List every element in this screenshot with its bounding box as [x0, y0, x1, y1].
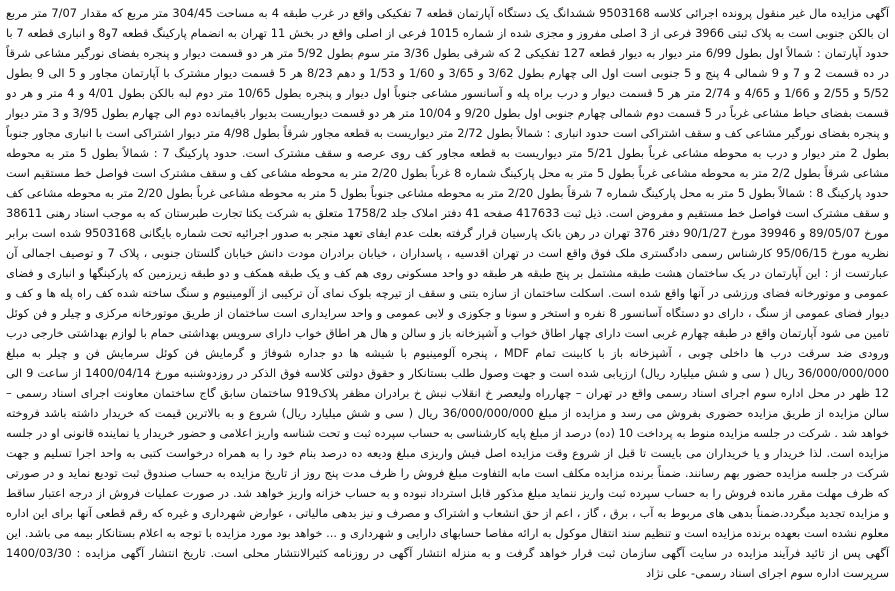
notice-body-text: آگهی مزایده مال غیر منقول پرونده اجرائی کلاسه 9503168 ششدانگ یک دستگاه آپارتمان قطعه 7 تفکیکی واقع در غرب طبقه 4 به مساحت 304/45 متر مربع که مقدار 7/07 متر مربع ان بالکن جنوبی است به پلاک ثبتی 3966 فرعی از 3 اصلی مفروز و مجزی شده از شماره 1015 فرعی از اصلی واقع در بخش 11 تهران به انضمام پارکینگ قطعه 7و8 و انباری قطعه 7 با حدود آپارتمان : شمالاً اول بطول 6/99 متر دیوار به دیوار قطعه 127 تفکیکی 2 که شرقی بطول 3/36 متر سوم بطول 5/92 متر هر دو قسمت دیوار و پنجره بفضای نورگیر مشاعی شرقاً در ده قسمت 2 و 7 و 9 شمالی 4 پنج و 5 جنوبی است اول الی چهارم بطول 3/62 و 3/65 و 1/60 و 1/53 و دهم 8/23 هر 5 قسمت دیوار مشترک با آپارتمان مجاور و 5 الی 9 بطول 5/52 و 2/55 و 1/66 و 4/65 و 2/74 متر هر 5 قسمت دیوار و درب براه پله و آسانسور مشاعی جنوباً اول دیوار و پنجره بطول 10/65 متر دوم لبه بالکن بطول 4/01 و 4 متر و هر دو قسمت بفضای حیاط مشاعی غرباً در 5 قسمت دوم شمالی چهارم جنوبی اول بطول 9/20 و 10/04 متر هر دو قسمت دیواریست بدیوار باقیمانده دوم الی چهارم بطول 3/95 و 3 متر دیوار و پنجره بفضای نورگیر مشاعی کف و سقف اشتراکی است حدود انباری : شمالاً بطول 2/72 متر دیواریست به قطعه مجاور شرقاً بطول 4/98 متر دیوار اشتراکی است با انباری مجاور جنوباً بطول 2 متر دیوار و درب به محوطه مشاعی غرباً بطول 5/21 متر دیواریست به قطعه مجاور کف روی عرصه و سقف مشترک است. حدود پارکینگ 7 : شمالاً بطول 5 متر به محوطه مشاعی شرقاً بطول 2/2 متر به محوطه مشاعی غرباً بطول 5 متر به محل پارکینگ شماره 8 غرباً بطول 2/20 متر به محوطه مشاعی کف و سقف مشترک است فواصل خط مستقیم است حدود پارکینگ 8 : شمالاً بطول 5 متر به محل پارکینگ شماره 7 شرقاً بطول 2/20 متر به محوطه مشاعی جنوباً بطول 5 متر به محوطه مشاعی غرباً بطول 2/20 متر به محوطه مشاعی کف و سقف مشترک است فواصل خط مستقیم و مفروض است. ذیل ثبت 417633 صفحه 41 دفتر املاک جلد 1758/2 متعلق به شرکت یکتا تجارت طبرستان که به موجب اسناد رهنی 38611 مورخ 89/05/07 و 39946 مورخ 90/1/27 دفتر 376 تهران در رهن بانک پارسیان قرار گرفته بعلت عدم ایفای تعهد منجر به صدور اجرائیه تحت شماره بایگانی 9503168 شده است برابر نظریه مورخ 95/06/15 کارشناس رسمی دادگستری ملک فوق واقع است در تهران اقدسیه ، پاسداران ، خیابان برادران مودت دانش خیابان گلستان جنوبی ، پلاک 7 و توصیف اجمالی آن عبارتست از : این آپارتمان در یک ساختمان هشت طبقه مشتمل بر پنج طبقه هر طبقه دو واحد مسکونی روی هم کف و یک طبقه همکف و دو طبقه زیرزمین که پارکینگها و انباری و فضای عمومی و موتورخانه فضای ورزشی در آنها واقع شده است. اسکلت ساختمان از سازه بتنی و سقف از تیرچه بلوک نمای آن ترکیبی از آلومینیوم و سنگ ساخته شده کف راه پله ها و کف و دیوار فضای عمومی از سنگ ، دارای دو دستگاه آسانسور 8 نفره و استخر و سونا و جکوزی و لابی عمومی و واحد سرایداری است ساختمان از طریق موتورخانه مرکزی و چیلر و فن کوئل تامین می شود آپارتمان واقع در طبقه چهارم غربی است دارای چهار اطاق خواب و آشپزخانه باز و سالن و هال هر اطاق خواب دارای سرویس بهداشتی حمام با لوازم بهداشتی خارجی درب ورودی ضد سرقت درب ها داخلی چوبی ، آشپزخانه باز با کابینت تمام MDF ، پنجره آلومینیوم با شیشه ها دو جداره شوفاژ و گرمایش فن کوئل سرمایش فن و چیلر به مبلغ 36/000/000/000 ریال ( سی و شش میلیارد ریال) ارزیابی شده است و جهت وصول طلب بستانکار و حقوق دولتی کلاسه فوق الذکر در روزدوشنبه مورخ 1400/04/14 از ساعت 9 الی 12 ظهر در محل اداره سوم اجرای اسناد رسمی واقع در تهران – چهارراه ولیعصر خ انقلاب نبش خ برادران مظفر پلاک919 ساختمان سابق گاج ساختمان معاونت اجرای اسناد رسمی – سالن مزایده از طریق مزایده حضوری بفروش می رسد و مزایده از مبلغ 36/000/000/000 ریال ( سی و شش میلیارد ریال) شروع و به بالاترین قیمت که خریدار داشته باشد فروخته خواهد شد . شرکت در جلسه مزایده منوط به پرداخت 10 (ده) درصد از مبلغ پایه کارشناسی به حساب سپرده ثبت و تحت شناسه واریز اعلامی و حضور خریدار یا نماینده قانونی او در جلسه مزایده است. لذا خریدار و یا خریداران می بایست تا قبل از شروع وقت مزایده اصل فیش واریزی مبلغ ودیعه ده درصد بنام خود را به همراه درخواست کتبی به واحد اجرا تسلیم و جهت شرکت در جلسه مزایده حضور بهم رسانند. ضمناً برنده مزایده مکلف است مابه التفاوت مبلغ فروش را ظرف مدت پنج روز از تاریخ مزایده به حساب صندوق ثبت تودیع نماید و در صورتی که ظرف مهلت مقرر مانده فروش را به حساب سپرده ثبت واریز ننماید مبلغ مذکور قابل استرداد نبوده و به حساب خزانه واریز خواهد شد. در صورت عملیات فروش از درجه اعتبار ساقط و مزایده تجدید میگردد.ضمناً بدهی های مربوط به آب ، برق ، گاز ، اعم از حق انشعاب و اشتراک و مصرف و نیز بدهی مالیاتی ، عوارض شهرداری و غیره که رقم قطعی آنها برای این اداره معلوم نشده است بعهده برنده مزایده است و تنظیم سند انتقال موکول به ارائه مفاصا حسابهای دارایی و شهرداری و ... خواهد بود مورد مزایده با توجه به اعلام بستانکار بیمه می باشد. این آگهی پس از تائید فرآیند مزایده در سایت آگهی سازمان ثبت قرار خواهد گرفت و به منزله انتشار آگهی در روزنامه کثیرالانتشار محلی است. تاریخ انتشار آگهی مزایده : 1400/03/30 سرپرست اداره سوم اجرای اسناد رسمی- علی نژاد	[6, 6, 890, 580]
